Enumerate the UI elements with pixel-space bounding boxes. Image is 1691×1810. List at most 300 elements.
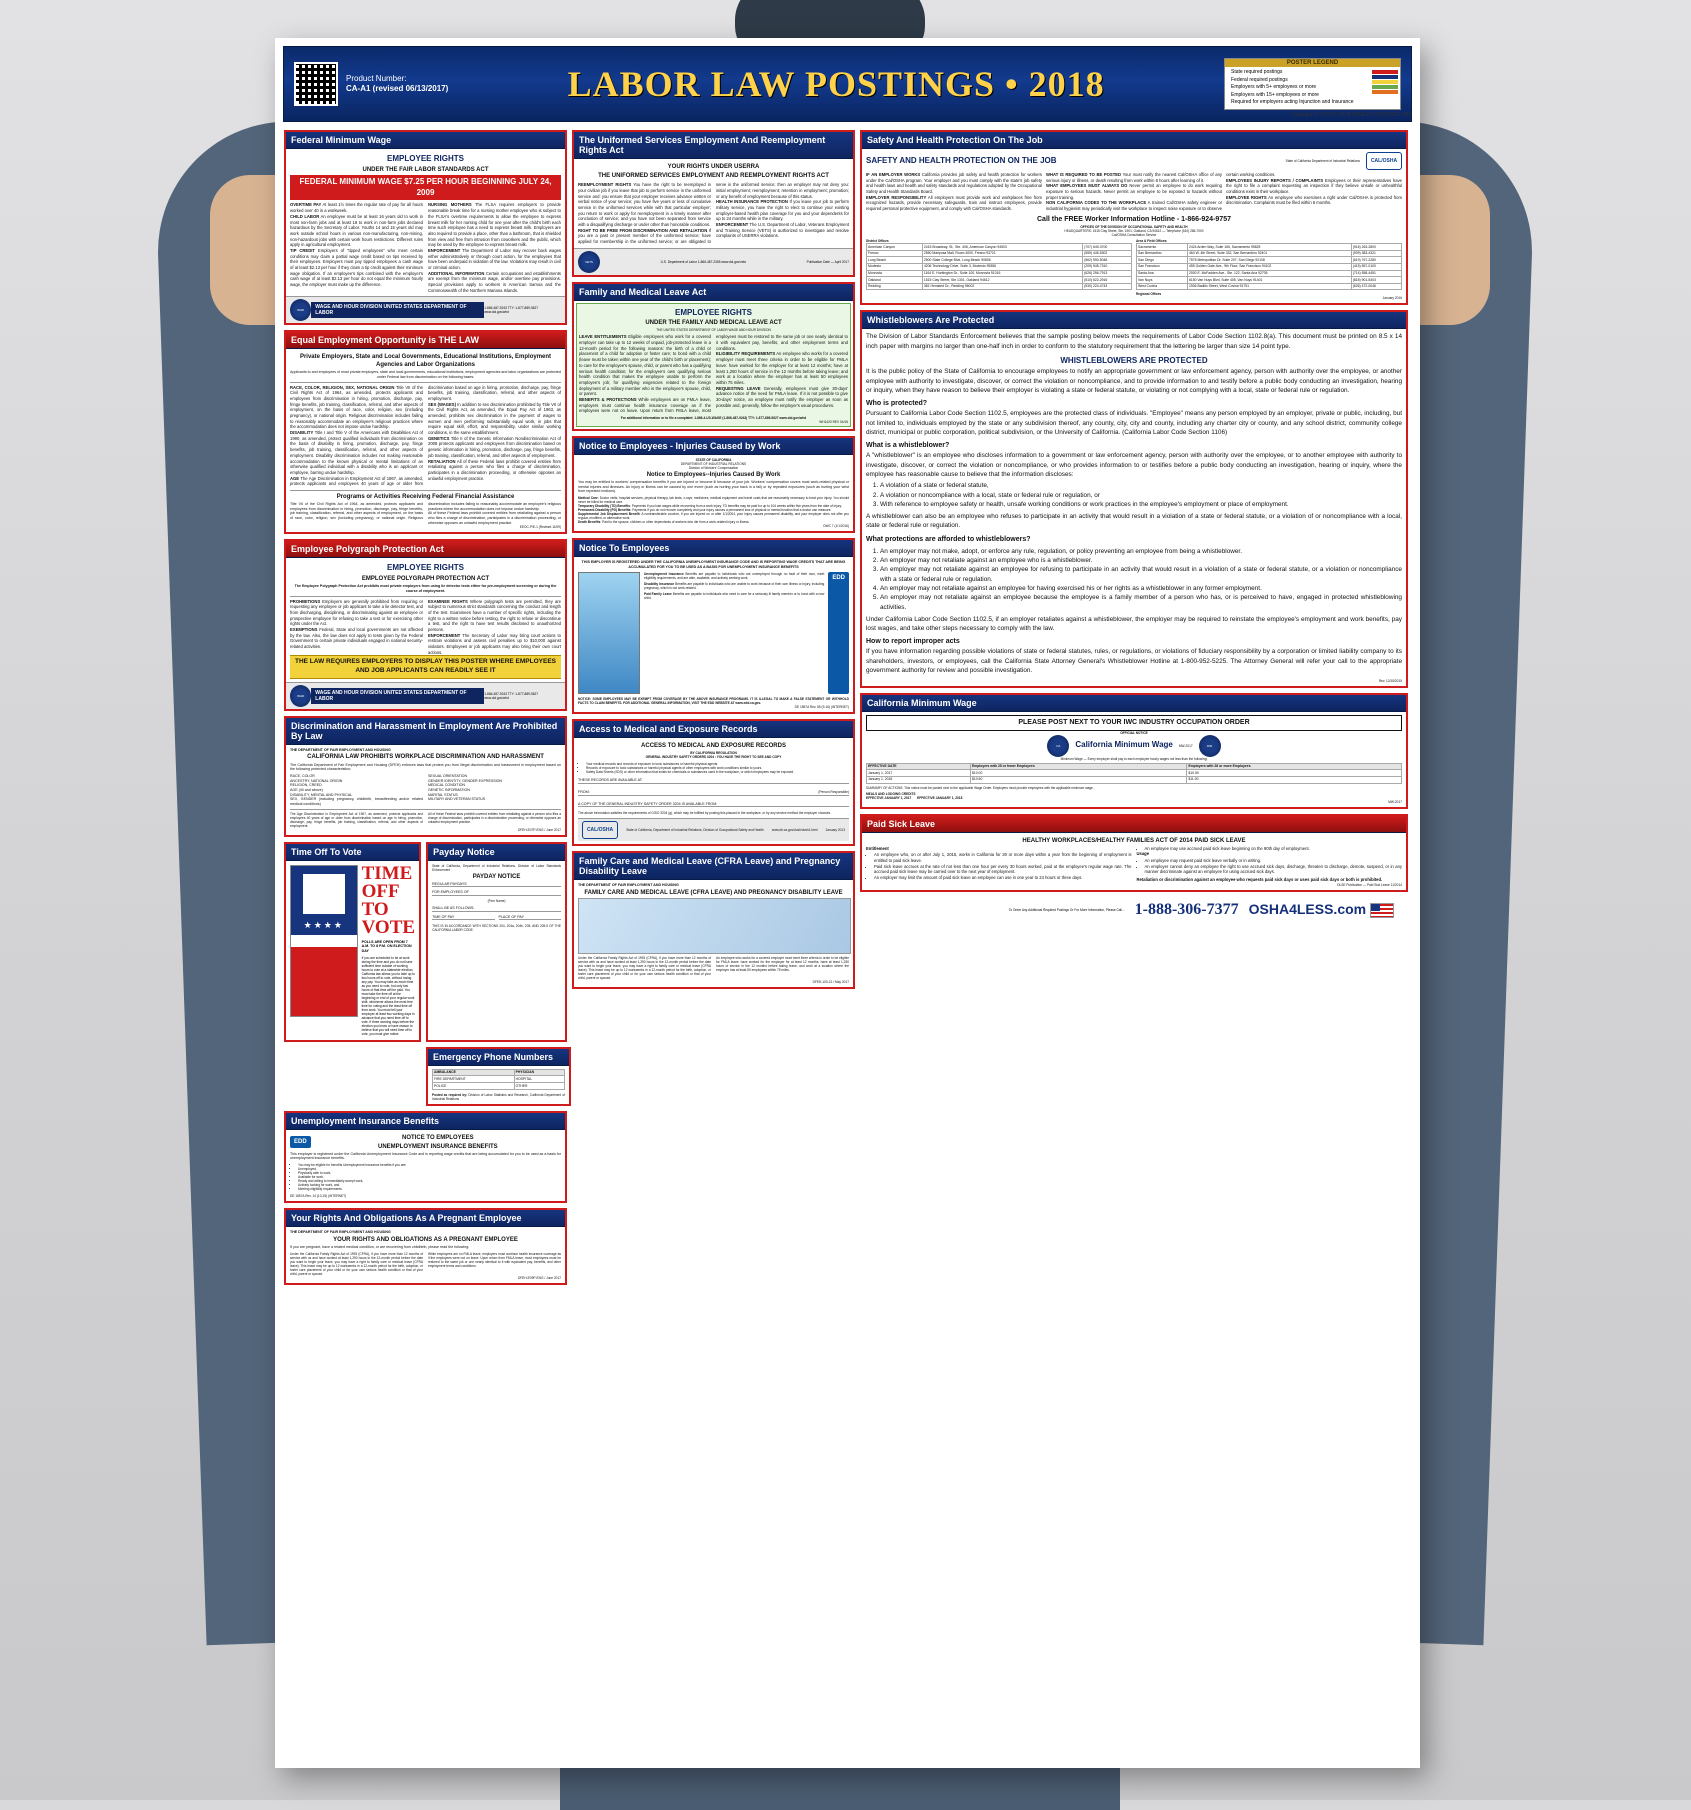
epp-intro: The Employee Polygraph Protection Act prohibits most private employers from using lie detector tests either for pre-employment screening or during the course of employment. xyxy=(294,584,557,593)
amer-agency: State of California, Department of Industrial Relations, Division of Occupational Safety and Health xyxy=(626,828,764,833)
office-phone: (714) 558-4451 xyxy=(1351,270,1401,277)
payday-note: THIS IS IN ACCORDANCE WITH SECTIONS 204, 204a, 204b, 205, AND 205.5 OF THE CALIFORNIA LABOR CODE. xyxy=(432,924,561,933)
fmla-section-head: ELIGIBILITY REQUIREMENTS xyxy=(716,351,776,357)
userra-section-head: RIGHT TO BE FREE FROM DISCRIMINATION AND RETALIATION xyxy=(578,227,708,233)
payday-field[interactable] xyxy=(432,882,561,888)
office-address: 2424 Arden Way, Suite 165, Sacramento 95825 xyxy=(1187,244,1351,251)
dfeh-characteristic: SEXUAL ORIENTATION xyxy=(428,773,468,778)
emergency-row-label[interactable]: HOSPITAL xyxy=(514,1076,564,1083)
poster-title: LABOR LAW POSTINGS • 2018 xyxy=(567,64,1105,104)
office-phone: (209) 545-7310 xyxy=(1083,263,1132,270)
office-name: Oakland xyxy=(867,277,923,284)
dfeh-characteristic: MEDICAL CONDITION xyxy=(428,783,466,788)
fmla-agency: THE UNITED STATES DEPARTMENT OF LABOR WAGE AND HOUR DIVISION xyxy=(656,328,771,333)
panel-payday-notice xyxy=(426,842,567,1042)
eeo-section-text: All of these Federal laws prohibit covered entities from retaliating against a person who files a charge of discrimination, participates in a discrimination proceeding, or otherwise opposes an unlawful employment practice. xyxy=(428,458,561,481)
amer-subheading2: GENERAL INDUSTRY SAFETY ORDERS 3204 : YOU HAVE THE RIGHT TO SEE AND COPY xyxy=(645,755,782,760)
injuries-item-text: A nontransferable voucher, if you are injured on or after 1/1/2004, your injury causes permanent disability, and your employer does not offer you regular, modified, or alternative work. xyxy=(578,511,849,520)
amer-heading: ACCESS TO MEDICAL AND EXPOSURE RECORDS xyxy=(641,743,786,750)
injuries-item-head: Medical Care xyxy=(578,495,598,500)
dfeh-dept: THE DEPARTMENT OF FAIR EMPLOYMENT AND HOUSING xyxy=(290,747,391,752)
office-name: San Bernardino xyxy=(1137,250,1188,257)
product-number: CA-A1 (revised 06/13/2017) xyxy=(346,84,449,93)
footer-brand-text: OSHA4LESS.com xyxy=(1248,901,1367,918)
office-name: Santa Ana xyxy=(1137,270,1188,277)
eeo-section-text: Title I and Title V of the Americans with Disabilities Act of 1990, as amended, protect qualified individuals from discrimination on the basis of disability in hiring, promotion, discharge, pay, fringe benefits, job training, classification, referral, and other aspects of employment. Disability discrimination includes not making reasonable accommodation to the known physical or mental limitations of an otherwise qualified individual with a disability who is an applicant or employee, barring undue hardship. xyxy=(290,430,424,475)
panel-title: California Minimum Wage xyxy=(862,695,1406,712)
poster-footer-bar xyxy=(860,897,1408,921)
legend-title: POSTER LEGEND xyxy=(1225,59,1400,67)
office-phone: (510) 622-2916 xyxy=(1083,277,1132,284)
dfeh-characteristic: ANCESTRY, NATIONAL ORIGIN xyxy=(290,778,343,783)
ui-footer: DE 1857A Rev. 14 (10-15) (INTERNET) xyxy=(290,1194,347,1199)
office-phone: (562) 590-5048 xyxy=(1083,257,1132,264)
eeo-section-text: The Age Discrimination in Employment Act of 1967, as amended, protects applicants and employees 40 years of age or older from discrimination based on age in hiring, promotion, discharge, pay, fringe benefits, job training, classification, referral, and other aspects of employment. xyxy=(290,384,561,487)
sh-section-head: WHAT EMPLOYEES MUST ALWAYS DO xyxy=(1046,183,1128,189)
eeo-section-text: Title VII of the Civil Rights Act of 1964, as amended, protects applicants and employees from discrimination in hiring, promotion, discharge, pay, fringe benefits, job training, classification, referral, and other aspects of employment, on the basis of race, color, religion, sex (including pregnancy), or national origin. Religious discrimination includes failing to reasonably accommodate an employee's religious practices where the accommodation does not impose undue hardship. xyxy=(290,384,423,430)
payday-field[interactable] xyxy=(432,906,561,912)
amer-field-records-at[interactable] xyxy=(578,778,849,784)
camw-table xyxy=(866,763,1402,784)
wb-a3-note: Under California Labor Code Section 1102.5, if an employer retaliates against a whistleblower, the employer may be required to reinstate the employee's employment and work benefits, pay lost wages, and take other steps necessary to comply with the law. xyxy=(866,615,1402,633)
cal-osha-logo-icon: CAL/OSHA xyxy=(1366,152,1402,170)
panel-whistleblowers xyxy=(860,310,1408,688)
emergency-row-label[interactable]: POLICE xyxy=(433,1083,515,1090)
epp-section-head: PROHIBITIONS xyxy=(290,598,321,604)
epp-note: THE LAW REQUIRES EMPLOYERS TO DISPLAY THIS POSTER WHERE EMPLOYEES AND JOB APPLICANTS CAN READILY SEE IT xyxy=(290,655,561,679)
office-address: 4206 Technology Drive, Suite 3, Modesto 95356 xyxy=(922,263,1082,270)
payday-field-label: SHALL BE AS FOLLOWS: xyxy=(432,906,475,911)
edd-logo-icon: EDD xyxy=(828,572,849,694)
office-name: San Francisco xyxy=(1137,263,1188,270)
fmw-section-text: The Department of Labor may recover back wages either administratively or through court action, for the employees that have been underpaid in violation of the law. Violations may result in civil or criminal action. xyxy=(428,247,561,270)
panel-title: Payday Notice xyxy=(428,844,565,861)
office-phone: (530) 224-4743 xyxy=(1083,283,1132,290)
emergency-col-header: AMBULANCE xyxy=(433,1069,515,1076)
office-phone: (818) 901-5403 xyxy=(1351,277,1401,284)
psl-usage-item: • An employee may request paid sick leave verbally or in writing. xyxy=(1145,858,1403,864)
injuries-state: STATE OF CALIFORNIA xyxy=(695,457,732,462)
product-label: Product Number: xyxy=(346,74,407,83)
ui-bullet: • Physically able to work, xyxy=(298,1171,561,1175)
product-info xyxy=(346,74,448,94)
userra-section-head: ENFORCEMENT xyxy=(716,221,749,227)
camw-notice-head: PLEASE POST NEXT TO YOUR IWC INDUSTRY OCCUPATION ORDER xyxy=(866,715,1402,730)
emergency-posted-by-label: Posted as required by: xyxy=(432,1092,468,1097)
injuries-heading: Notice to Employees--Injuries Caused By Work xyxy=(646,471,781,478)
epp-section-head: EXEMPTIONS xyxy=(290,626,318,632)
sh-regional-header: Regional Offices xyxy=(1136,292,1162,297)
injuries-dept: DEPARTMENT OF INDUSTRIAL RELATIONS xyxy=(680,461,747,466)
sh-section-text: Your must notify the nearest Cal/OSHA office of any serious injury or illness, or death resulting from work within 8 hours after learning of it. xyxy=(1046,172,1222,183)
fmla-section-head: REQUESTING LEAVE xyxy=(716,385,761,391)
injuries-item-text: Paid to the spouse, children or other dependents of workers who die from a work-related injury or illness. xyxy=(602,519,750,524)
ui-bullet: • Ready and willing to immediately accept work, xyxy=(298,1179,561,1183)
panel-title: Safety And Health Protection On The Job xyxy=(862,132,1406,149)
office-address: 1164 E. Huntington Dr., Suite 100, Monrovia 91016 xyxy=(922,270,1082,277)
legend-swatches xyxy=(1372,69,1398,107)
sh-section-text: A trained Cal/OSHA safety engineer or industrial hygienist may periodically visit the workplace to inspect noise exposure or to observe certain working conditions. xyxy=(1046,172,1276,212)
state-seal-icon: CA xyxy=(1047,735,1069,757)
camw-cell: $10.50 xyxy=(970,776,1186,783)
sh-section-head: WHAT IS REQUIRED TO BE POSTED xyxy=(1046,172,1122,177)
userra-contact: U.S. Department of Labor 1-866-487-2365 www.dol.gov/vets xyxy=(660,259,747,264)
userra-section-text: If you leave your job to perform military service, you have the right to elect to continue your existing employer-based health plan coverage for you and your dependents for up to 24 months while in the military. xyxy=(716,199,850,222)
amer-field-hint: (Person Responsible) xyxy=(818,790,849,795)
injuries-item-head: Death Benefits xyxy=(578,519,601,524)
panel-title: Emergency Phone Numbers xyxy=(428,1049,569,1066)
wb-a2-item: 3. With reference to employee safety or health, unsafe working conditions or work practices in the employee's employment or place of employment. xyxy=(880,500,1402,509)
fmw-section-head: NURSING MOTHERS xyxy=(428,202,472,208)
injuries-body: You may be entitled to workers' compensation benefits if you are injured or become ill because of your job. Workers' compensation covers most work-related physical or mental injuries and illnesses. An injury or illness can be caused by one event (such as hurting your back in a fall) or by repeated exposures (such as hurting your wrist from repeated motions). xyxy=(578,479,849,494)
preg-rev: DFEH-E09P-ENG / June 2017 xyxy=(517,1275,561,1280)
psl-usage-head: Usage xyxy=(1136,851,1150,857)
fmw-section-head: CHILD LABOR xyxy=(290,213,320,219)
fmw-section-text: Certain occupations and establishments are exempt from the minimum wage, and/or overtime pay provisions. Special provisions apply to workers in American Samoa and the Commonwealth of the Northern Mariana Islands. xyxy=(428,270,561,293)
epp-agency: WAGE AND HOUR DIVISION UNITED STATES DEPARTMENT OF LABOR xyxy=(311,688,484,704)
sh-section-text: An employee who exercises a right under Cal/OSHA is protected from discrimination. Complaints must be filed within 6 months. xyxy=(1226,194,1402,206)
userra-section-text: You have the right to be reemployed in your civilian job if you leave that job to perform service in the uniformed service and: you ensure that your employer receives advance written or verbal notice of your service; you have five years or less of cumulative service in the uniformed services while with that particular employer; you return to work or apply for reemployment in a timely manner after conclusion of service; and you have not been separated from service with a disqualifying discharge or under other than honorable conditions. xyxy=(578,182,711,227)
ui-bullet: • Meeting eligibility requirements. xyxy=(298,1187,561,1191)
camw-note: SUMMARY OF ACTIONS: This notice must be posted next to the applicable Wage Order. Employers must provide employees with the applicable minimum wage. xyxy=(866,785,1094,790)
dfeh-characteristic: GENDER IDENTITY, GENDER EXPRESSION xyxy=(428,778,503,783)
dol-seal-icon: WHD xyxy=(290,299,311,321)
panel-title: Family Care and Medical Leave (CFRA Leave) and Pregnancy Disability Leave xyxy=(574,853,853,880)
office-phone: (626) 472-0046 xyxy=(1351,283,1401,290)
userra-section-text: If you are a past or present member of the uniformed service; have applied for membership in the uniformed service; or are obligated to serve in the uniformed service; then an employer may not deny you: initial employment; reemployment; retention in employment; promotion; or any benefit of employment because of this status. xyxy=(578,182,849,244)
fmw-section-text: An employee must be at least 16 years old to work in most non-farm jobs and at least 18 to work in non-farm jobs declared hazardous by the Secretary of Labor. Youths 14 and 15 years old may work outside school hours in various non-manufacturing, non-mining, non-hazardous jobs with certain work hours restrictions. Different rules apply in agricultural employment. xyxy=(290,213,423,248)
eeo-programs-col1: Title VII of the Civil Rights Act of 1964, as amended, protects applicants and employees from discrimination in hiring, promotion, discharge, pay, fringe benefits, job training, classification, referral, and other aspects of employment, on the basis of race, color, religion, sex (including pregnancy), or national origin. Religious discrimination includes failing to reasonably accommodate an employee's religious practices where the accommodation does not impose undue hardship. xyxy=(290,501,561,520)
wb-a2-item: 2. A violation or noncompliance with a local, state or federal rule or regulation, or xyxy=(880,491,1402,500)
sh-section-text: California provides job safety and health protection for workers under the Cal/OSHA program. Your employer and you must comply with the state's job safety and health laws and health and safety standards and regulations adopted by the Occupational Safety and Health Standards Board. xyxy=(866,172,1042,195)
panel-title: Unemployment Insurance Benefits xyxy=(286,1113,565,1130)
ui-bullet: • Actively looking for work, and xyxy=(298,1183,561,1187)
poster-header xyxy=(283,46,1412,122)
psl-entitlement-head: Entitlement xyxy=(866,845,889,851)
sh-agency: State of California Department of Industrial Relations xyxy=(1285,159,1360,163)
payday-field[interactable] xyxy=(432,890,561,896)
legend-item: Required for employers acting Injunction and Insurance xyxy=(1231,99,1354,106)
office-name: Van Nuys xyxy=(1137,277,1188,284)
amer-disclaimer: The above information satisfies the requirements of GISO 3204 (g), which may be fulfilled by posting this placard in the workplace, or by any service method the employer chooses. xyxy=(578,811,832,816)
dir-seal-icon: DIR xyxy=(1199,735,1221,757)
qr-code-icon xyxy=(294,62,338,106)
sh-hq: HEADQUARTERS: 1515 Clay Street, Ste. 1901, Oakland, CA 94612 — Telephone (510) 286-7000 xyxy=(1064,229,1204,234)
fmla-section-text: While employees are on FMLA leave, employers must continue health insurance coverage as if the employees were not on leave. Upon return from FMLA leave, most employees must be restored to the same job or one nearly identical to it with equivalent pay, benefits, and other employment terms and conditions. xyxy=(579,334,848,414)
panel-title: Employee Polygraph Protection Act xyxy=(286,541,565,558)
edd-logo-icon: EDD xyxy=(290,1136,311,1148)
nte-note: NOTICE: SOME EMPLOYEES MAY BE EXEMPT FROM COVERAGE BY THE ABOVE INSURANCE PROGRAMS. IT IS ILLEGAL TO MAKE A FALSE STATEMENT OR WITHHOLD FACTS TO CLAIM BENEFITS. FOR ADDITIONAL GENERAL INFORMATION, VISIT THE EDD WEBSITE AT www.edd.ca.gov. xyxy=(578,697,849,706)
epp-section-text: Where polygraph tests are permitted, they are subject to numerous strict standards concerning the conduct and length of the test. Examinees have a number of specific rights, including the right to a written notice before testing, the right to refuse or discontinue a test, and the right to have test results disclosed to unauthorized persons. xyxy=(428,598,561,632)
vote-headline xyxy=(361,862,416,938)
office-name: Redding xyxy=(867,283,923,290)
sh-section-text: Employees or their representatives have the right to file a complaint requesting an inspection if they believe unsafe or unhealthful conditions exist in their workplace. xyxy=(1226,177,1402,195)
psl-retaliation: Retaliation or discrimination against an employee who requests paid sick days or uses paid sick days or both is prohibited. xyxy=(1136,877,1383,882)
panel-title: Your Rights And Obligations As A Pregnant Employee xyxy=(286,1210,565,1227)
wb-q2: What is a whistleblower? xyxy=(866,442,950,450)
payday-firm-name: (Firm Name) xyxy=(487,899,506,904)
dfeh-characteristic: MARITAL STATUS xyxy=(428,792,458,797)
injuries-item-text: Payments if you lose wages while recovering from a work injury. TD benefits may be paid for up to 104 weeks within five years from the date of injury. xyxy=(631,503,842,508)
emergency-posted-by: Division of Labor Statistics and Research, California Department of Industrial Relations xyxy=(432,1092,566,1101)
fmw-section-head: TIP CREDIT xyxy=(290,247,315,253)
userra-section-head: REEMPLOYMENT RIGHTS xyxy=(578,182,632,188)
panel-title: Paid Sick Leave xyxy=(862,816,1406,833)
preg-heading: YOUR RIGHTS AND OBLIGATIONS AS A PREGNANT EMPLOYEE xyxy=(333,1236,518,1243)
stars-icon: ★★★★ xyxy=(303,919,344,930)
preg-intro: If you are pregnant, have a related medical condition, or are recovering from childbirth, please read the following: xyxy=(290,1244,470,1249)
eeo-section-head: RACE, COLOR, RELIGION, SEX, NATIONAL ORIGIN xyxy=(290,384,395,390)
office-address: 2500 State College Blvd, Long Beach 90806 xyxy=(922,257,1082,264)
panel-federal-minimum-wage xyxy=(284,130,567,325)
sh-section-text: Never permit an employee to do work requiring exposure to serious hazards. Never permit an employee to be exposed to hazards without proper training. xyxy=(1046,183,1222,200)
eeo-section-text: Title II of the Genetic Information Nondiscrimination Act of 2008 protects applicants and employees from discrimination based on genetic information in hiring, promotion, discharge, pay, fringe benefits, job training, classification, referral, and other aspects of employment. xyxy=(428,435,561,458)
panel-notice-to-employees xyxy=(572,538,855,714)
office-address: 1906 Badillo Street, West Covina 91791 xyxy=(1187,283,1351,290)
amer-url[interactable]: www.dir.ca.gov/dosh/dosh1.html xyxy=(771,828,818,833)
dfeh-characteristic: MILITARY AND VETERAN STATUS xyxy=(428,797,486,802)
fmla-section-head: BENEFITS & PROTECTIONS xyxy=(579,396,637,402)
dol-seal-icon: WHD xyxy=(290,685,311,707)
panel-title: Whistleblowers Are Protected xyxy=(862,312,1406,329)
fmla-section-text: An employee who works for a covered employer must meet three criteria in order to be eligible for FMLA leave: have worked for the employer for at least 12 months; have at least 1,250 hours of service in the 12 months before taking leave; and work at a location where the employer has at least 50 employees within 75 miles. xyxy=(716,351,848,385)
sh-section-head: EMPLOYEE RIGHTS xyxy=(1226,194,1267,200)
eeo-intro: Applicants to and employees of most private employers, state and local governments, educational institutions, employment agencies and labor organizations are protected under Federal law from discrimination on the following bases: xyxy=(290,370,561,380)
fmw-section-text: The FLSA requires employers to provide reasonable break time for a nursing mother employee who is subject to the FLSA's overtime requirements to allow the employee to express breast milk for her nursing child for one year after the child's birth each time such employee has a need to express breast milk. Employers are also required to provide a place, other than a bathroom, that is shielded from view and free from intrusion from coworkers and the public, which may be used by the employee to express breast milk. xyxy=(428,202,561,248)
camw-code: MW-2017 xyxy=(1178,743,1193,748)
dfeh-characteristic: GENETIC INFORMATION xyxy=(428,787,470,792)
office-phone: (415) 557-0100 xyxy=(1351,263,1401,270)
emergency-row-label[interactable]: OTHER xyxy=(514,1083,564,1090)
fmla-contact: For additional information or to file a complaint: 1-866-4-US-WAGE (1-866-487-9243) TTY: 1-877-889-5627 www.dol.gov/whd xyxy=(620,415,807,420)
emergency-row-label[interactable]: FIRE DEPARTMENT xyxy=(433,1076,515,1083)
vote-headline-1: TIME OFF xyxy=(361,862,413,902)
legend-items xyxy=(1227,69,1372,107)
wb-a3-item: 5. An employer may not retaliate against an employee because the employee is a family member of a person who has, or is perceived to have, engaged in protected whistleblowing activities. xyxy=(880,593,1402,612)
wb-q4: How to report improper acts xyxy=(866,638,960,646)
ui-body: This employer is registered under the California Unemployment Insurance Code and is reporting wage credits that are being accumulated for you to be used as a basis for unemployment insurance benefits. xyxy=(290,1151,561,1161)
sh-offices-heading: OFFICES OF THE DIVISION OF OCCUPATIONAL SAFETY AND HEALTH xyxy=(1080,225,1188,230)
panel-emergency-phone xyxy=(426,1047,571,1106)
epp-section-text: The Secretary of Labor may bring court actions to restrain violations and assess civil penalties up to $10,000 against violators. Employees or job applicants may also bring their own court actions. xyxy=(428,632,561,655)
office-name: West Covina xyxy=(1137,283,1188,290)
dfeh-rev: DFEH-E07P-ENG / June 2017 xyxy=(517,827,561,832)
panel-title: Notice To Employees xyxy=(574,540,853,557)
panel-title: Notice to Employees - Injuries Caused by Work xyxy=(574,438,853,455)
eeo-section-head: RETALIATION xyxy=(428,458,456,464)
panel-injuries-caused-by-work: Notice to Employees - Injuries Caused by Work STATE OF CALIFORNIA DEPARTMENT OF INDUSTRIAL RELATIONS Division of Workers' Compensation Notice to Employees--Injuries Caused By Work You may be entitled to workers' compensation benefits if you are injured or become ill because of your job. Workers' compensation covers most work-related physical or mental injuries and illnesses. An injury or illness can be caused by one event (such as hurting your back in a fall) or by repeated exposures (such as hurting your wrist from repeated motions). Medical Care: Doctor visits, hospital services, physical therapy, lab tests, x-rays, medicines, medical equipment and travel costs that are reasonably necessary to treat your injury. You should never be billed for medical care. Temporary Disability (TD) Benefits: Payments if you lose wages while recovering from a work injury. TD benefits may be paid for up to 104 weeks within five years from the date of injury. Permanent Disability (PD) Benefits: Payments if you do not recover completely and your injury causes a permanent loss of physical or mental function that a doctor can measure. Supplemental Job Displacement Benefit: A nontransferable voucher, if you are injured on or after 1/1/2004, your injury causes permanent disability, and your employer does not offer you regular, modified, or alternative work. Death Benefits: Paid to the spouse, children or other dependents of workers who die from a work-related injury or illness. DWC 7 (1/1/2016) xyxy=(572,436,855,533)
panel-title: Discrimination and Harassment In Employment Are Prohibited By Law xyxy=(286,718,565,745)
panel-title: Equal Employment Opportunity is THE LAW xyxy=(286,332,565,349)
sh-area-table xyxy=(1136,243,1402,290)
camw-sub: Minimum Wage — Every employer shall pay to each employee hourly wages not less than the following: xyxy=(1060,756,1208,761)
panel-pregnant-employee xyxy=(284,1208,567,1284)
panel-polygraph xyxy=(284,539,567,710)
fmw-heading: EMPLOYEE RIGHTS xyxy=(387,154,464,163)
sh-consultation: Cal/OSHA Consultation Service xyxy=(1111,233,1157,238)
wb-a4: If you have information regarding possible violations of state or federal statutes, rules, or regulations, or violations of fiduciary responsibility by a corporation or limited liability company to its shareholders, investors, or employees, call the California State Attorney General's Whistleblower Hotline at 1-800-952-5225. The Attorney General will refer your call to the appropriate government authority for review and possible investigation. xyxy=(866,648,1402,675)
payday-field-label: PLACE OF PAY xyxy=(498,914,524,919)
vote-graphic xyxy=(290,865,358,1017)
panel-title: Family and Medical Leave Act xyxy=(574,284,853,301)
labor-law-poster xyxy=(275,38,1420,1768)
camw-cell: January 1, 2017 xyxy=(867,770,971,777)
vets-seal-icon: VETS xyxy=(578,251,600,273)
office-address: 1515 Clay Street, Ste 1301, Oakland 94612 xyxy=(922,277,1082,284)
payday-place-of-pay[interactable] xyxy=(499,915,561,921)
cfra-body: Under the California Family Rights Act of 1993 (CFRA), if you have more than 12 months of service with us and have worked at least 1,250 hours in the 12-month period before the date you want to begin your leave, you may have a right to family care or medical leave (CFRA leave). This leave may be up to 12 workweeks in a 12-month period for the birth, adoption, or foster care placement of your child or for your own serious health condition or that of your child, parent or spouse. xyxy=(578,956,711,981)
camw-col-header: Employers with 26 or more Employees xyxy=(1187,763,1402,770)
panel-california-minimum-wage xyxy=(860,693,1408,808)
psl-entitlement-item: • Paid sick leave accrues at the rate of not less than one hour per every 30 hours worked, paid at the employee's regular wage rate. The accrued paid sick leave may be carried over to the next year of employment. xyxy=(874,864,1132,875)
eeo-section-head: SEX (WAGES) xyxy=(428,401,456,407)
injuries-item-head: Supplemental Job Displacement Benefit xyxy=(578,511,640,516)
office-phone: (916) 263-2800 xyxy=(1351,244,1401,251)
dfeh-body-col2: All of these Federal laws prohibit covered entities from retaliating against a person who files a charge of discrimination, participates in a discrimination proceeding, or otherwise opposes an unlawful employment practice. xyxy=(428,811,561,824)
ui-heading: NOTICE TO EMPLOYEES xyxy=(402,1134,474,1141)
nte-section-head: Paid Family Leave xyxy=(644,592,672,597)
injuries-item-head: Temporary Disability (TD) Benefits xyxy=(578,503,631,508)
fmw-section-text: At least 1½ times the regular rate of pay for all hours worked over 40 in a workweek. xyxy=(290,202,424,214)
camw-cell: $10.50 xyxy=(1187,770,1402,777)
cfra-heading: FAMILY CARE AND MEDICAL LEAVE (CFRA LEAVE) AND PREGNANCY DISABILITY LEAVE xyxy=(584,890,843,897)
dfeh-intro: The California Department of Fair Employment and Housing (DFEH) enforces laws that protect you from illegal discrimination and harassment in employment based on the following protected characteristics: xyxy=(290,762,561,772)
fmw-section-head: OVERTIME PAY xyxy=(290,202,322,208)
epp-section-text: Federal, State and local governments are not affected by the law. Also, the law does not apply to tests given by the Federal Government to certain private individuals engaged in national security-related activities. xyxy=(290,626,423,649)
ui-bullet: • Unemployed, xyxy=(298,1167,561,1171)
vote-headline-2: TO VOTE xyxy=(361,898,416,938)
camw-cell: $11.00 xyxy=(1187,776,1402,783)
preg-body-col1: Under the California Family Rights Act of 1993 (CFRA), if you have more than 12 months of service with us and have worked at least 1,250 hours in the 12-month period before the date you want to begin your leave, you may have a right to family care or medical leave (CFRA leave). This leave may be up to 12 workweeks in a 12-month period for the birth, adoption, or foster care placement of your child or for your own serious health condition or that of your child, parent or spouse. xyxy=(290,1251,423,1276)
cal-osha-logo-icon: CAL/OSHA xyxy=(582,821,618,839)
wb-a2: A "whistleblower" is an employee who discloses information to a government or law enforcement agency, person with authority over the employee, or to another employee with authority to investigate, discover, or correct the violation or noncompliance, or who provides information to or testifies before a public body conducting an investigation, hearing or inquiry, where the employee has reasonable cause to believe that the information discloses: xyxy=(866,452,1402,478)
sh-section-head: EMPLOYEES INJURY REPORTS / COMPLAINTS xyxy=(1226,177,1324,183)
legend-item: Employers with 5+ employees or more xyxy=(1231,84,1317,91)
amer-field-copy-from[interactable] xyxy=(578,802,849,808)
footer-phone[interactable]: 1-888-306-7377 xyxy=(1134,900,1239,918)
injuries-item-text: Doctor visits, hospital services, physical therapy, lab tests, x-rays, medicines, medical equipment and travel costs that are reasonably necessary to treat your injury. You should never be billed for medical care. xyxy=(578,495,849,504)
cfra-dept: THE DEPARTMENT OF FAIR EMPLOYMENT AND HOUSING xyxy=(578,883,679,888)
panel-title: Federal Minimum Wage xyxy=(286,132,565,149)
nte-heading: THIS EMPLOYER IS REGISTERED UNDER THE CALIFORNIA UNEMPLOYMENT INSURANCE CODE AND IS REPORTING WAGE CREDITS THAT ARE BEING ACCUMULATED FOR YOU TO BE USED AS A BASIS FOR UNEMPLOYMENT INSURANCE BENEFITS xyxy=(581,559,846,569)
camw-meal-title: MEALS AND LODGING CREDITS xyxy=(866,791,916,796)
camw-cell: $10.00 xyxy=(970,770,1186,777)
wb-a2-item: 1. A violation of a state or federal statute, xyxy=(880,481,1402,490)
order-note: To Order Any Additional Required Postings Or For More Information, Please Call... xyxy=(1008,907,1125,912)
fmw-wage-bar: FEDERAL MINIMUM WAGE $7.25 PER HOUR BEGINNING JULY 24, 2009 xyxy=(290,175,561,201)
dfeh-characteristic: RACE, COLOR xyxy=(290,773,315,778)
ui-bullet: • Available for work, xyxy=(298,1175,561,1179)
fmla-section-text: Eligible employees who work for a covered employer can take up to 12 weeks of unpaid, job-protected leave in a 12-month period for the following reasons: the birth of a child or placement of a child for adoption or foster care; to bond with a child (leave must be taken within one year of the child's birth or placement); to care for the employee's spouse, child, or parent who has a qualifying serious health condition; for the employee's own qualifying serious health condition that makes the employee unable to perform the employee's job; for qualifying exigencies related to the foreign deployment of a military member who is the employee's spouse, child, or parent. xyxy=(579,334,711,397)
camw-col-header: Employers with 25 or fewer Employees xyxy=(970,763,1186,770)
amer-field-from[interactable] xyxy=(578,790,849,796)
payday-field-label: TIME OF PAY xyxy=(432,914,455,919)
fmw-contact: 1-866-487-9243 TTY: 1-877-889-5627 www.dol.gov/whd xyxy=(484,306,539,315)
cfra-body-2: An employee who works for a covered employer must meet three criteria in order to be eligible for FMLA leave: have worked for the employer for at least 12 months; have at least 1,250 hours of service in the 12 months before taking leave; and work at a location where the employer has at least 50 employees within 75 miles. xyxy=(716,956,849,973)
wb-q3: What protections are afforded to whistleblowers? xyxy=(866,535,1031,543)
sh-section-text: All employers must provide work and workplaces free from recognized hazards, provide necessary safeguards, train and instruct employees, provide required personal protective equipment, and comply with Cal/OSHA standards. xyxy=(866,194,1042,212)
wb-rev: Rev. 12/15/2015 xyxy=(1378,679,1402,684)
office-address: 464 W. 4th Street, Suite 332, San Bernardino 92401 xyxy=(1187,250,1351,257)
amer-field-label: A COPY OF THE GENERAL INDUSTRY SAFETY ORDER 3204 IS AVAILABLE FROM: xyxy=(578,801,718,806)
dfeh-characteristic: RELIGION, CREED xyxy=(290,783,322,788)
fmw-section-head: ADDITIONAL INFORMATION xyxy=(428,270,485,276)
amer-bullet: • Safety Data Sheets (SDS) or other information that exists for chemicals or substances used in the workplace, or which employees may be exposed. xyxy=(586,770,849,774)
wb-policy: It is the public policy of the State of California to encourage employees to notify an appropriate government or law enforcement agency, person with authority over the employee, or another employee with authority to investigate, discover, or correct the violation or noncompliance, and to provide information to and testify before a public body conducting an investigation, hearing or inquiry, when they have reason to believe their employer is violating a state or federal statute, or violating or not complying with a local, state or federal rule or regulation. xyxy=(866,368,1402,395)
injuries-division: Division of Workers' Compensation xyxy=(688,465,739,470)
office-phone: (909) 383-4321 xyxy=(1351,250,1401,257)
fmla-heading: EMPLOYEE RIGHTS xyxy=(675,307,752,317)
fmla-rev: WH1420 REV 04/16 xyxy=(819,419,848,424)
wb-q1: Who is protected? xyxy=(866,400,928,408)
office-name: Monrovia xyxy=(867,270,923,277)
copyright-text: Copyright © 2017 ELITE BUSINESS VENTURES, INC xyxy=(1291,112,1412,118)
dfeh-characteristic: DISABILITY, MENTAL AND PHYSICAL xyxy=(290,792,353,797)
legend-item: State required postings xyxy=(1231,69,1283,76)
injuries-form: DWC 7 (1/1/2016) xyxy=(823,523,849,528)
eeo-section-head: AGE xyxy=(290,475,300,481)
sh-section-head: NON CALIFORNIA CODES TO THE WORKPLACE xyxy=(1046,200,1147,206)
panel-time-off-to-vote xyxy=(284,842,421,1042)
sh-heading: SAFETY AND HEALTH PROTECTION ON THE JOB xyxy=(866,156,1057,166)
payday-field-label: REGULAR PAYDAYS xyxy=(432,881,467,886)
office-name: Modesto xyxy=(867,263,923,270)
wb-a3-item: 3. An employer may not retaliate against an employee for refusing to participate in an activity that would result in a violation of a state or federal statute, or a violation or noncompliance with a state or federal rule or regulation. xyxy=(880,565,1402,584)
panel-safety-health xyxy=(860,130,1408,305)
sh-hotline: Call the FREE Worker Information Hotline - 1-866-924-9757 xyxy=(1037,215,1231,223)
injuries-item-head: Permanent Disability (PD) Benefits xyxy=(578,507,631,512)
epp-section-text: Employers are generally prohibited from requiring or requesting any employee or job applicant to take a lie detector test, and from discharging, disciplining, or discriminating against an employee or prospective employee for refusing to take a test or for exercising other rights under the Act. xyxy=(290,598,424,627)
poster-legend xyxy=(1224,58,1401,110)
cfra-rev: DFEH-100-21 / May 2017 xyxy=(812,980,849,985)
ui-bullet: • You may be eligible for benefits Unemployment Insurance benefits if you are: xyxy=(298,1163,561,1167)
psl-heading: HEALTHY WORKPLACES/HEALTHY FAMILIES ACT OF 2014 PAID SICK LEAVE xyxy=(1022,837,1246,844)
eeo-programs-title: Programs or Activities Receiving Federal Financial Assistance xyxy=(290,490,561,501)
office-name: San Diego xyxy=(1137,257,1188,264)
cfra-photo xyxy=(578,898,851,954)
office-name: Long Beach xyxy=(867,257,923,264)
preg-body-col2: While employees are on FMLA leave, employers must continue health insurance coverage as if the employees were not on leave. Upon return from FMLA leave, most employees must be restored to the same job or one nearly identical to it with equivalent pay, benefits, and other employment terms and conditions. xyxy=(428,1251,561,1268)
panel-cfra xyxy=(572,851,855,989)
camw-effective-col: EFFECTIVE JANUARY 1, 2017 xyxy=(866,795,912,800)
userra-footer xyxy=(574,248,853,275)
emergency-col-header: PHYSICIAN xyxy=(514,1069,564,1076)
payday-time-of-pay[interactable] xyxy=(432,915,494,921)
eeo-subtitle: Private Employers, State and Local Governments, Educational Institutions, Employment Agencies and Labor Organizations xyxy=(299,354,552,369)
dfeh-body-col1: The Age Discrimination in Employment Act of 1967, as amended, protects applicants and employees 40 years of age or older from discrimination based on age in hiring, promotion, discharge, pay, fringe benefits, job training, classification, referral, and other aspects of employment. xyxy=(290,811,423,828)
office-address: 455 Golden Gate Ave., 9th Floor, San Francisco 94102 xyxy=(1187,263,1351,270)
fmla-subheading: UNDER THE FAMILY AND MEDICAL LEAVE ACT xyxy=(645,320,782,327)
wb-intro: The Division of Labor Standards Enforcement believes that the sample posting below meets the requirements of Labor Code Section 1102.8(a). This document must be printed on 8.5 x 14 inch paper with margins no larger than one-half inch in order to conform to the statutory requirement that the lettering be larger than size 14 point type. xyxy=(866,333,1402,350)
sh-date: January 2016 xyxy=(1382,296,1402,301)
office-address: 2550 Mariposa Mall, Room 4000, Fresno 93721 xyxy=(922,250,1082,257)
nte-section-text: Benefits are payable to individuals who are unemployed through no fault of their own, meet eligibility requirements, and are able, available, and actively seeking work. xyxy=(644,572,825,581)
payday-heading: PAYDAY NOTICE xyxy=(472,873,521,880)
psl-entitlement-item: • An employee who, on or after July 1, 2015, works in California for 30 or more days within a year from the beginning of employment is entitled to paid sick leave. xyxy=(874,852,1132,863)
footer-brand[interactable] xyxy=(1249,901,1394,918)
us-flag-icon xyxy=(1370,903,1394,918)
office-address: 2415 Broadway, St., Ste. 406, American Canyon 94503 xyxy=(922,244,1082,251)
notice-photo xyxy=(578,572,640,694)
userra-publication: Publication Date — April 2017 xyxy=(806,259,849,264)
camw-effective-col: EFFECTIVE JANUARY 1, 2018 xyxy=(917,795,963,800)
vote-notice: POLLS ARE OPEN FROM 7 A.M. TO 8 P.M. ON ELECTION DAY xyxy=(361,939,412,954)
epp-contact: 1-866-487-9243 TTY: 1-877-889-5627 www.dol.gov/whd xyxy=(484,691,539,700)
fmla-section-text: Generally, employees must give 30-days' advance notice of the need for FMLA leave. If it is not possible to give 30-days' notice, an employee must notify the employer as soon as possible and, generally, follow the employer's usual procedures. xyxy=(716,385,848,408)
amer-bullet: • Records of exposure to toxic substances or harmful physical agents of other employees with work conditions similar to yours. xyxy=(586,766,849,770)
eeo-section-head: GENETICS xyxy=(428,435,450,441)
camw-col-header: EFFECTIVE DATE xyxy=(867,763,971,770)
